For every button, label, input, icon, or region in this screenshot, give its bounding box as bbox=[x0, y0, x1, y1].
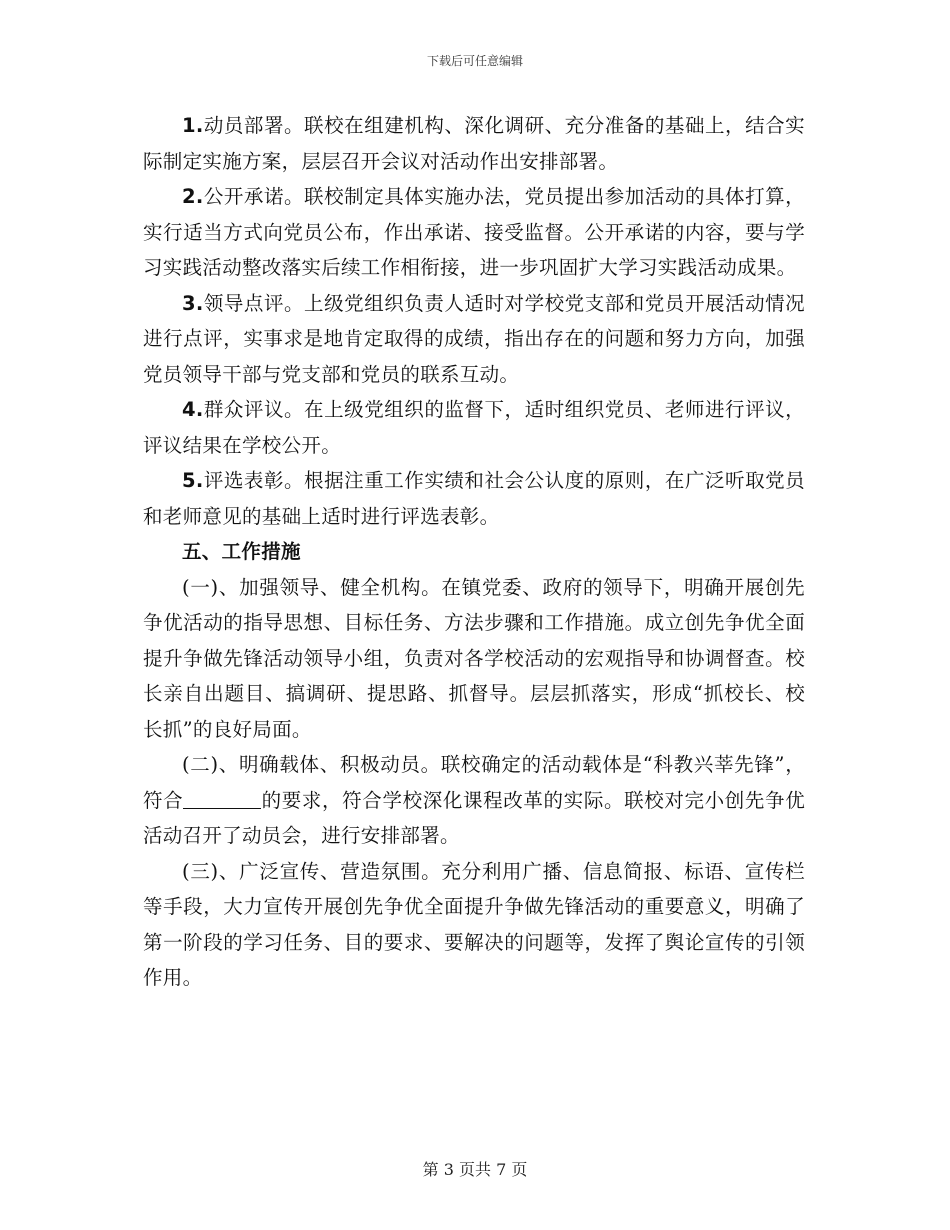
step-paragraph-2 bbox=[143, 179, 805, 286]
step-number: 5. bbox=[182, 469, 204, 492]
measure-paragraph-2 bbox=[143, 747, 805, 854]
page-footer: 第 3 页共 7 页 bbox=[422, 1160, 528, 1179]
fill-in-blank bbox=[183, 788, 261, 809]
step-number: 2. bbox=[182, 185, 204, 208]
step-number: 1. bbox=[182, 114, 204, 137]
step-paragraph-5 bbox=[143, 463, 805, 534]
measure-text-after-blank: 的要求，符合学校深化课程改革的实际。联校对完小创先争优活动召开了动员会，进行安排部署。 bbox=[143, 788, 805, 847]
section-heading: 五、工作措施 bbox=[182, 540, 301, 563]
document-body bbox=[143, 108, 805, 996]
step-paragraph-1 bbox=[143, 108, 805, 179]
step-text: 领导点评。上级党组织负责人适时对学校党支部和党员开展活动情况进行点评，实事求是地肯定取得的成绩，指出存在的问题和努力方向，加强党员领导干部与党支部和党员的联系互动。 bbox=[143, 291, 805, 386]
step-text: 动员部署。联校在组建机构、深化调研、充分准备的基础上，结合实际制定实施方案，层层召开会议对活动作出安排部署。 bbox=[143, 114, 805, 173]
step-text: 群众评议。在上级党组织的监督下，适时组织党员、老师进行评议，评议结果在学校公开。 bbox=[143, 398, 805, 457]
step-number: 3. bbox=[182, 291, 204, 315]
step-paragraph-4 bbox=[143, 392, 805, 463]
step-paragraph-3 bbox=[143, 286, 805, 393]
measure-text-before-blank: (二)、明确载体、积极动员。联校确定的活动载体是“科教兴莘先锋”，符合 bbox=[143, 753, 805, 812]
step-text: 评选表彰。根据注重工作实绩和社会公认度的原则，在广泛听取党员和老师意见的基础上适时进行评选表彰。 bbox=[143, 469, 805, 528]
step-number: 4. bbox=[182, 398, 204, 421]
measure-paragraph-3: (三)、广泛宣传、营造氛围。充分利用广播、信息简报、标语、宣传栏等手段，大力宣传开展创先争优全面提升争做先锋活动的重要意义，明确了第一阶段的学习任务、目的要求、要解决的问题等，发挥了舆论宣传的引领作用。 bbox=[143, 859, 805, 989]
page-header: 下载后可任意编辑 bbox=[426, 54, 523, 68]
measure-paragraph-1: (一)、加强领导、健全机构。在镇党委、政府的领导下，明确开展创先争优活动的指导思想、目标任务、方法步骤和工作措施。成立创先争优全面提升争做先锋活动领导小组，负责对各学校活动的宏观指导和协调督查。校长亲自出题目、搞调研、提思路、抓督导。层层抓落实，形成“抓校长、校长抓”的良好局面。 bbox=[143, 575, 805, 741]
step-text: 公开承诺。联校制定具体实施办法，党员提出参加活动的具体打算，实行适当方式向党员公布，作出承诺、接受监督。公开承诺的内容，要与学习实践活动整改落实后续工作相衔接，进一步巩固扩大学习实践活动成果。 bbox=[143, 185, 805, 279]
